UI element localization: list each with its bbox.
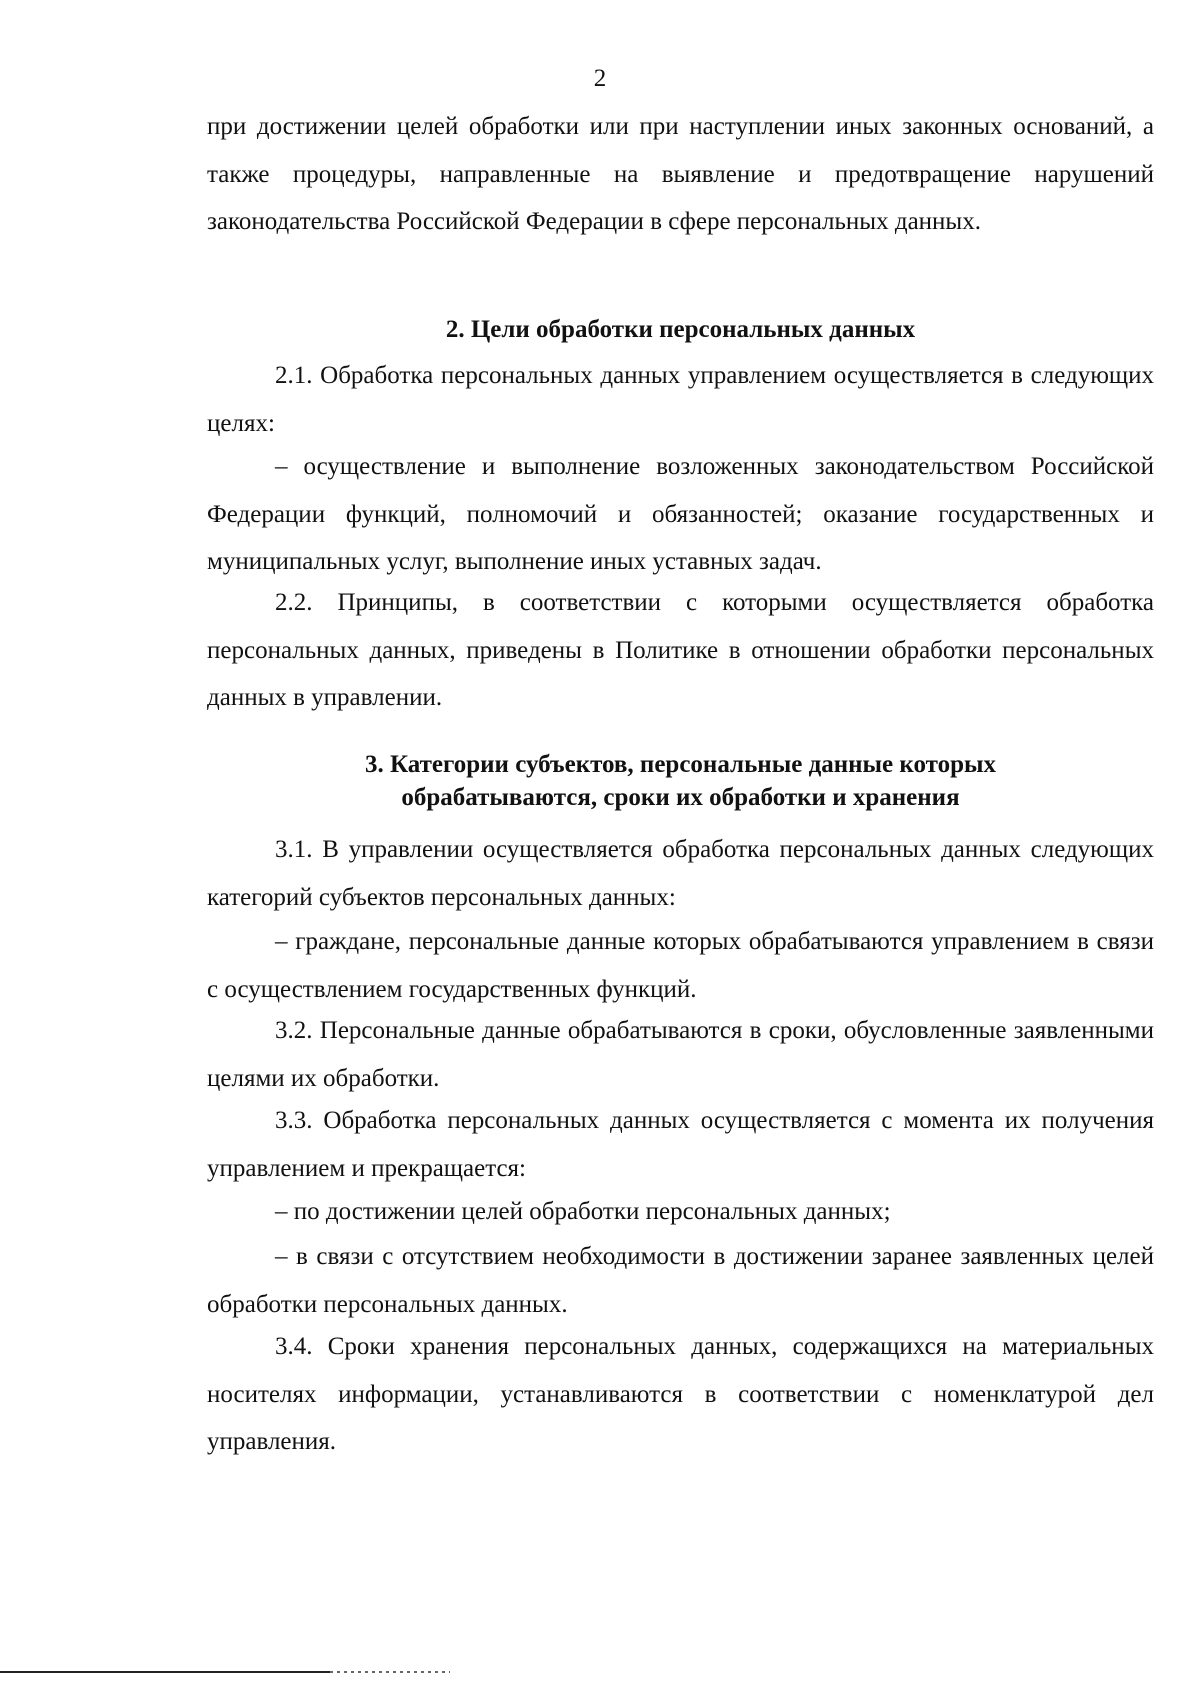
paragraph-3-1: 3.1. В управлении осуществляется обработка персональных данных следующих категорий субъектов персональных данных:: [207, 836, 1154, 911]
list-item-3-3-a: – по достижении целей обработки персональных данных;: [275, 1198, 891, 1225]
footer-rule: [0, 1671, 330, 1673]
list-item-3-3-b: – в связи с отсутствием необходимости в достижении заранее заявленных целей обработки персональных данных.: [207, 1243, 1154, 1318]
paragraph-3-2: 3.2. Персональные данные обрабатываются в сроки, обусловленные заявленными целями их обработки.: [207, 1017, 1154, 1092]
list-item-3-1-a: – граждане, персональные данные которых обрабатываются управлением в связи с осуществлением государственных функций.: [207, 928, 1154, 1003]
list-item-2-1-a: – осуществление и выполнение возложенных законодательством Российской Федерации функций, полномочий и обязанностей; оказание государственных и муниципальных услуг, выполнение иных уставных задач.: [207, 453, 1154, 575]
paragraph-3-3: 3.3. Обработка персональных данных осуществляется с момента их получения управлением и прекращается:: [207, 1107, 1154, 1182]
paragraph-2-1: 2.1. Обработка персональных данных управлением осуществляется в следующих целях:: [207, 362, 1154, 437]
footer-rule-dotted: [330, 1671, 450, 1673]
section-heading-3: [207, 748, 1154, 814]
paragraph-3-4: 3.4. Сроки хранения персональных данных, содержащихся на материальных носителях информации, устанавливаются в соответствии с номенклатурой дел управления.: [207, 1333, 1154, 1455]
paragraph-2-2: 2.2. Принципы, в соответствии с которыми осуществляется обработка персональных данных, приведены в Политике в отношении обработки персональных данных в управлении.: [207, 589, 1154, 711]
section-heading-3-line1: 3. Категории субъектов, персональные данные которых: [364, 751, 997, 778]
section-heading-2: 2. Цели обработки персональных данных: [445, 316, 916, 343]
paragraph-continuation: при достижении целей обработки или при наступлении иных законных оснований, а также процедуры, направленные на выявление и предотвращение нарушений законодательства Российской Федерации в сфере персональных данных.: [207, 113, 1154, 235]
section-heading-3-line2: обрабатываются, сроки их обработки и хранения: [401, 784, 960, 811]
page-number: 2: [593, 65, 607, 92]
